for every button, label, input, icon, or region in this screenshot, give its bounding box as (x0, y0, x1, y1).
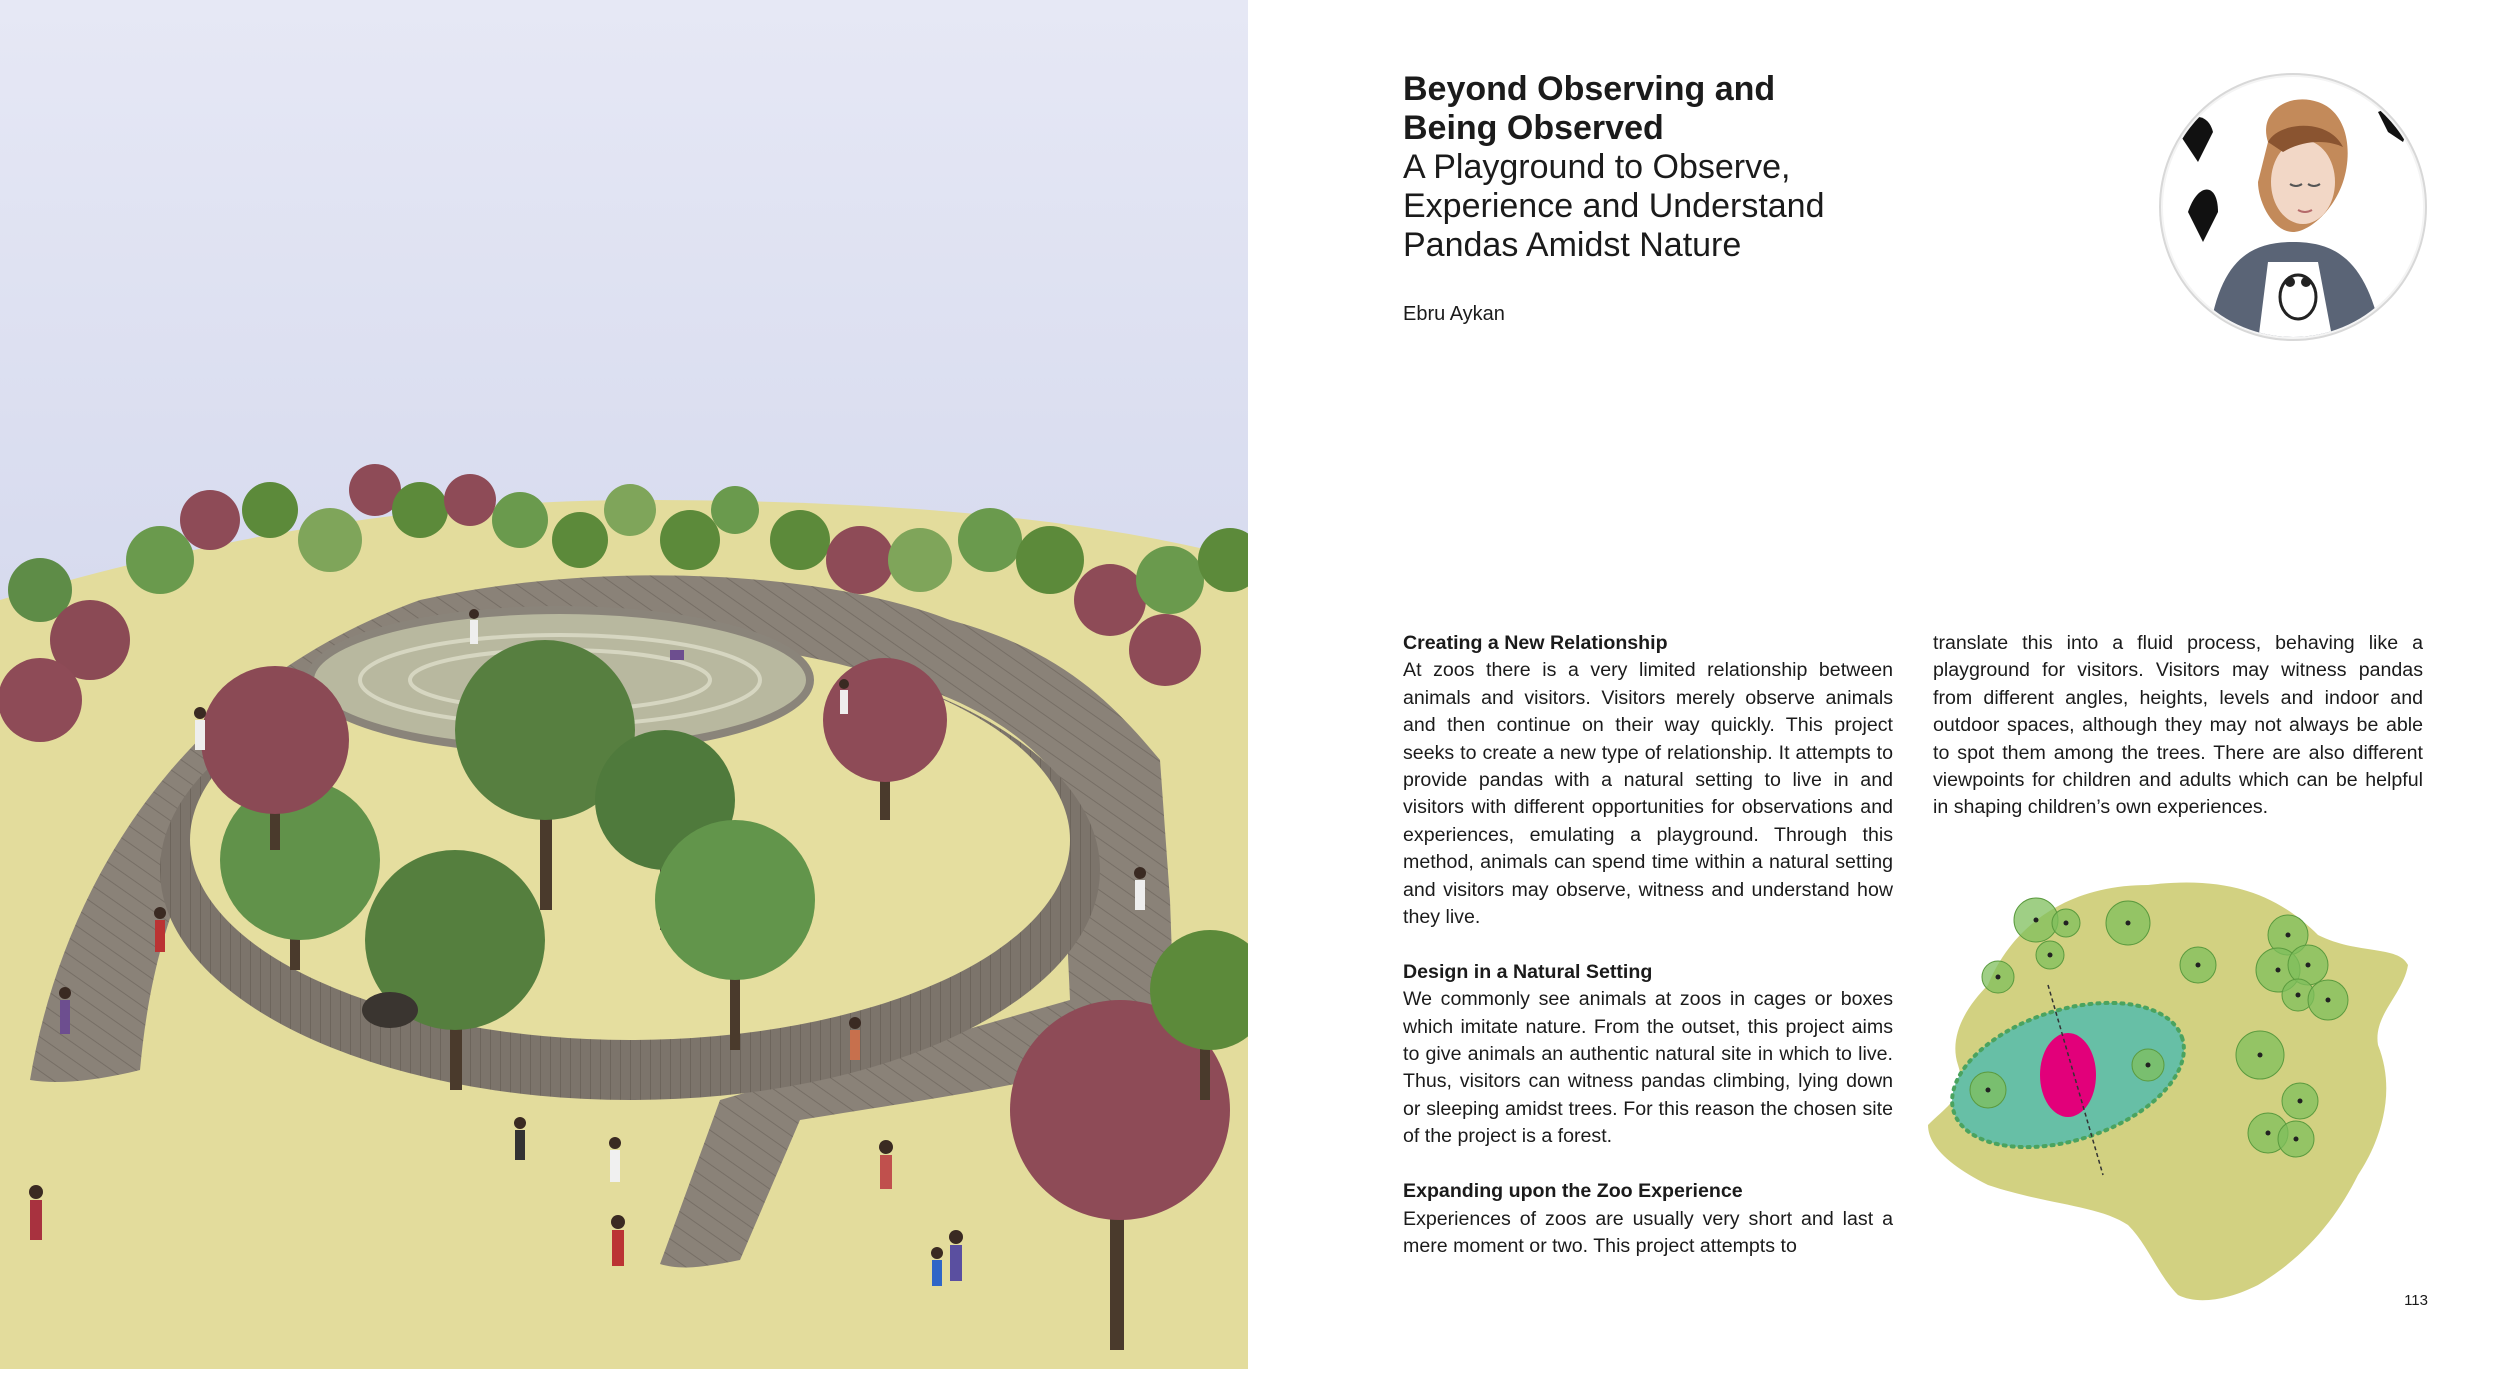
author-portrait (2158, 72, 2428, 342)
article-title-block (1403, 70, 1963, 265)
text-page (1248, 0, 2500, 1369)
subtitle-line-2: Experience and Understand (1403, 187, 1825, 225)
section-body-natural-setting: We commonly see animals at zoos in cages or boxes which imitate nature. From the outset, this project aims to give animals an authentic natural site in which to live. Thus, visitors can witness pandas climbing, lying down or sleeping amidst trees. For this reason the chosen site of the project is a forest. (1403, 988, 1893, 1148)
section-heading-natural-setting: Design in a Natural Setting (1403, 960, 1653, 983)
section-body-continued: translate this into a fluid process, behaving like a playground for visitors. Visitors may witness pandas from different angles, heights, levels and indoor and outdoor spaces, although they may not always be able to spot them among the trees. There are also different viewpoints for children and adults which can be helpful in shaping children’s own experiences. (1933, 632, 2423, 819)
text-column-right (1933, 630, 2423, 849)
panda-figure (362, 992, 418, 1028)
title-line-1: Beyond Observing and (1403, 70, 1776, 108)
panda-park-illustration (0, 0, 1248, 1369)
author-name: Ebru Aykan (1403, 303, 1505, 325)
section-body-zoo-experience: Experiences of zoos are usually very short and last a mere moment or two. This project attempts to (1403, 1207, 1893, 1257)
page-number: 113 (2404, 1292, 2428, 1309)
site-plan-diagram (1928, 865, 2428, 1315)
section-heading-relationship: Creating a New Relationship (1403, 632, 1668, 654)
plan-core (2040, 1033, 2096, 1117)
section-body-relationship: At zoos there is a very limited relationship between animals and visitors. Visitors merely observe animals and then continue on their way quickly. This project seeks to create a new type of relationship. It attempts to provide pandas with a natural setting to live in and visitors with different opportunities for observations and experiences, emulating a playground. Through this method, animals can spend time within a natural setting and visitors may observe, witness and understand how they live. (1403, 659, 1893, 929)
subtitle-line-3: Pandas Amidst Nature (1403, 226, 1742, 264)
title-line-2: Being Observed (1403, 109, 1664, 147)
park-rendering (0, 0, 1248, 1369)
subtitle-line-1: A Playground to Observe, (1403, 148, 1791, 186)
text-column-left (1403, 630, 1893, 1288)
section-heading-zoo-experience: Expanding upon the Zoo Experience (1403, 1180, 1743, 1203)
